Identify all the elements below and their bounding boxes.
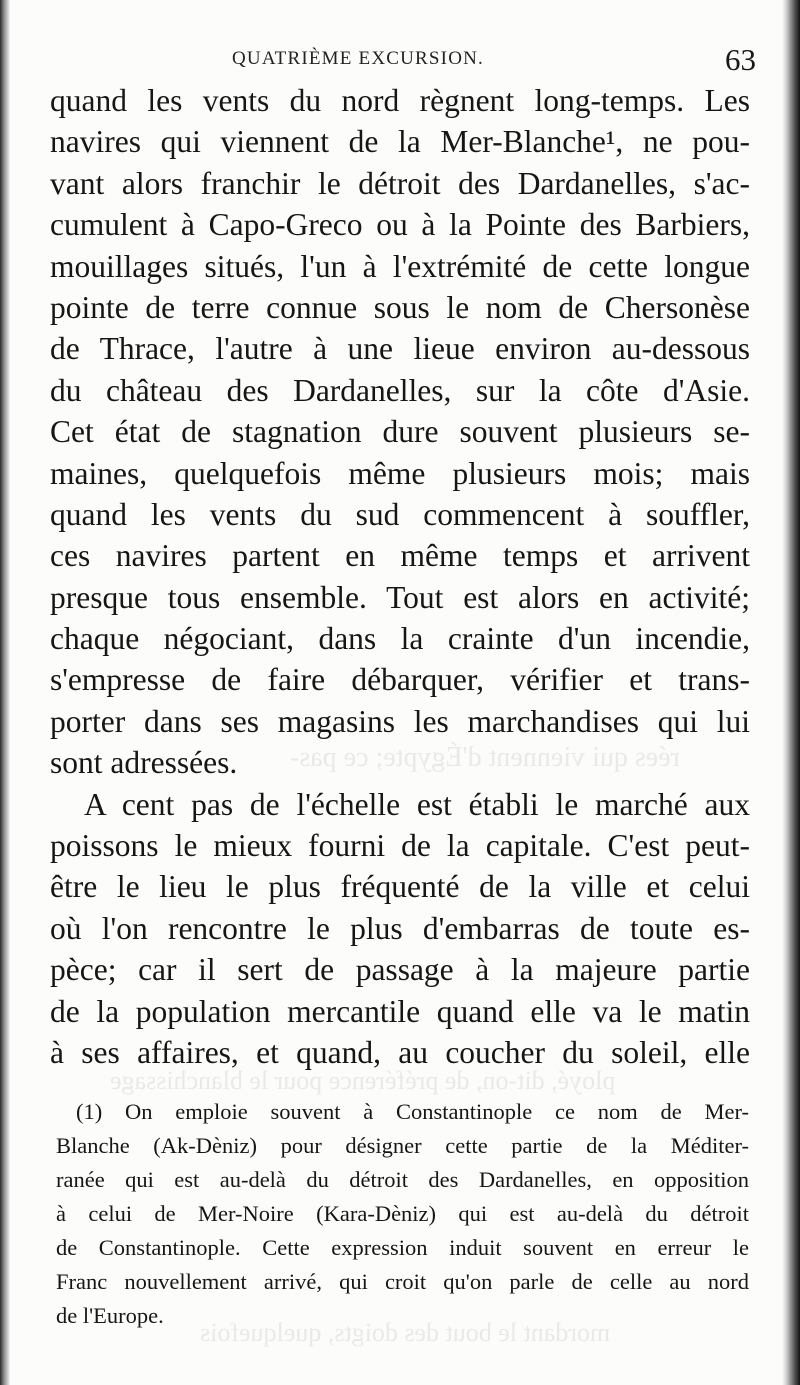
footnote-line: de l'Europe. [56,1303,164,1328]
text-line: de la population mercantile quand elle va le matin [50,993,750,1029]
text-line: mouillages situés, l'un à l'extrémité de cette longue [50,248,750,284]
text-line: presque tous ensemble. Tout est alors en activité; [50,579,750,615]
page-gutter-shadow [0,0,10,1385]
footnote-line: (1) On emploie souvent à Constantinople ce nom de Mer- [76,1099,749,1124]
footnote-line: Blanche (Ak-Dèniz) pour désigner cette partie de la Méditer- [56,1133,749,1158]
text-line: poissons le mieux fourni de la capitale. C'est peut- [50,828,750,864]
text-line: pointe de terre connue sous le nom de Chersonèse [50,289,750,325]
text-line: Cet état de stagnation dure souvent plusieurs se- [50,414,750,450]
show-through-text: ployé, dit-on, de préférence pour le blanchissage [110,1066,616,1095]
text-line: quand les vents du sud commencent à souffler, [50,496,750,532]
show-through-text: mordant le bout des doigts, quelquefois [200,1318,611,1347]
text-line: s'empresse de faire débarquer, vérifier et trans- [50,662,750,698]
text-line: vant alors franchir le détroit des Dardanelles, s'ac- [50,165,750,201]
text-line: du château des Dardanelles, sur la côte d'Asie. [50,372,750,408]
text-line: cumulent à Capo-Greco ou à la Pointe des Barbiers, [50,207,750,243]
page-header [50,44,760,84]
footnote-line: de Constantinople. Cette expression induit souvent en erreur le [56,1235,749,1260]
text-line: à ses affaires, et quand, au coucher du soleil, elle [50,1034,750,1070]
text-line: porter dans ses magasins les marchandises qui lui [50,703,750,739]
text-line: maines, quelquefois même plusieurs mois; mais [50,455,750,491]
page-number: 63 [725,42,756,77]
footnote-line: à celui de Mer-Noire (Kara-Dèniz) qui est au-delà du détroit [56,1201,749,1226]
text-line: chaque négociant, dans la crainte d'un incendie, [50,621,750,657]
show-through-text: rées qui viennent d'Égypte; ce pas- [290,742,680,773]
text-line: navires qui viennent de la Mer-Blanche¹, ne pou- [50,124,750,160]
page-edge-shadow [782,0,800,1385]
text-line: A cent pas de l'échelle est établi le marché aux [84,786,750,822]
text-line: sont adressées. [50,745,238,781]
text-line: être le lieu le plus fréquenté de la ville et celui [50,869,750,905]
footnote-line: Franc nouvellement arrivé, qui croit qu'on parle de celle au nord [56,1269,749,1294]
text-line: où l'on rencontre le plus d'embarras de toute es- [50,910,750,946]
text-line: pèce; car il sert de passage à la majeure partie [50,952,750,988]
footnote [56,1095,749,1333]
text-line: ces navires partent en même temps et arrivent [50,538,750,574]
text-line: de Thrace, l'autre à une lieue environ au-dessous [50,331,750,367]
text-line: quand les vents du nord règnent long-temps. Les [50,83,750,118]
body-text [50,80,750,1073]
footnote-line: ranée qui est au-delà du détroit des Dardanelles, en opposition [56,1167,749,1192]
running-title: QUATRIÈME EXCURSION. [232,48,484,69]
